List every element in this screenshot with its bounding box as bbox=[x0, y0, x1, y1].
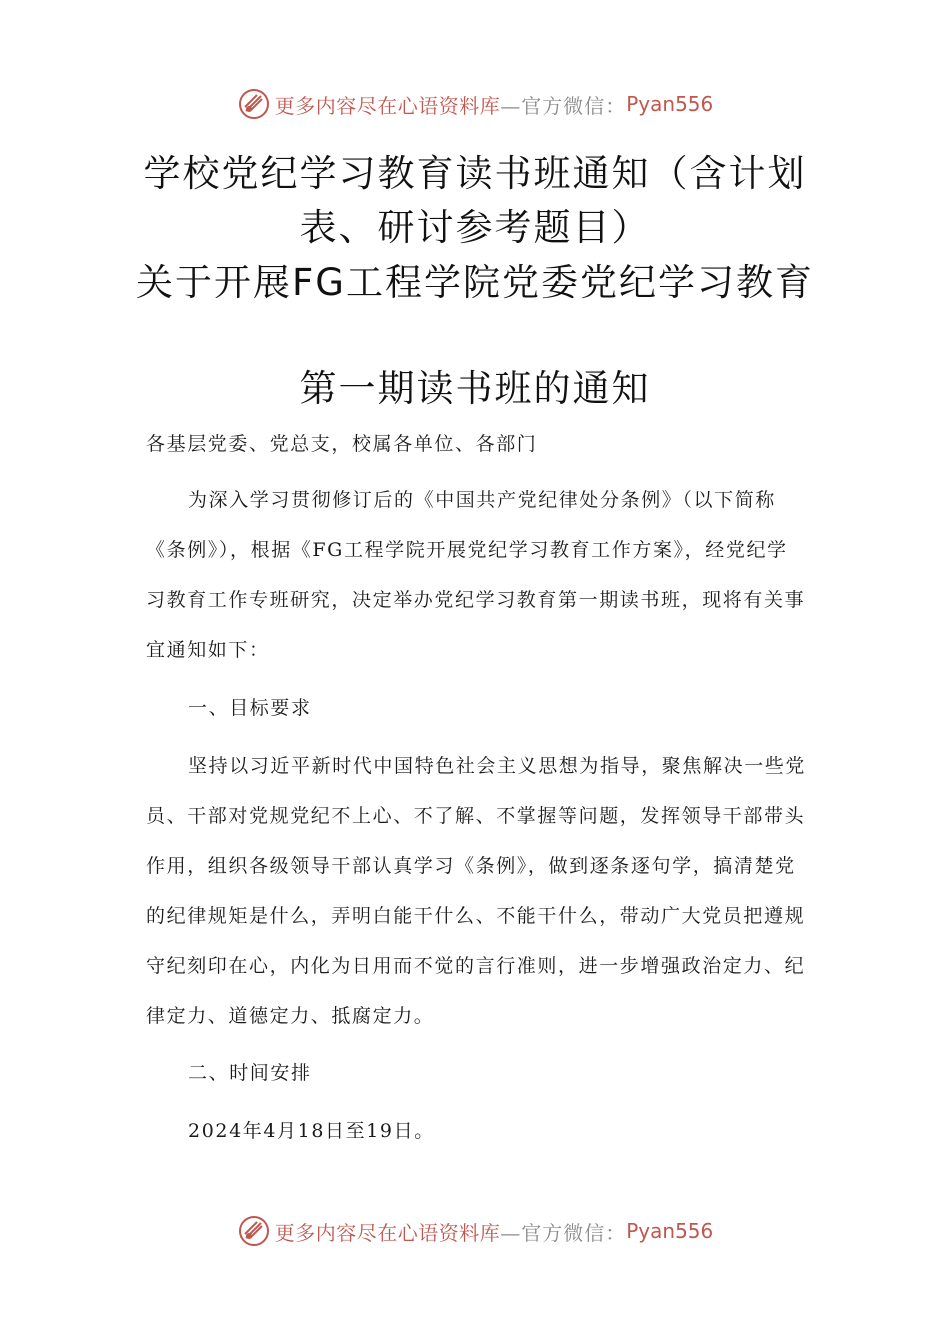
section-body-schedule: 2024年4月18日至19日。 bbox=[188, 1120, 435, 1142]
watermark-separator: —官方微信： bbox=[500, 1220, 627, 1245]
watermark-banner-bottom bbox=[0, 1211, 950, 1251]
addressee: 各基层党委、党总支，校属各单位、各部门 bbox=[146, 433, 538, 455]
intro-paragraph: 为深入学习贯彻修订后的《中国共产党纪律处分条例》（以下简称《条例》），根据《FG工程学院开展党纪学习教育工作方案》，经党纪学习教育工作专班研究，决定举办党纪学习教育第一期读书班，现将有关事宜通知如下： bbox=[146, 489, 806, 661]
watermark-banner-top bbox=[0, 84, 950, 124]
section-heading-goals: 一、目标要求 bbox=[188, 697, 312, 719]
document-subtitle: 关于开展FG工程学院党委党纪学习教育 bbox=[136, 261, 814, 304]
section-heading-schedule: 二、时间安排 bbox=[188, 1062, 312, 1084]
watermark-separator: —官方微信： bbox=[500, 93, 627, 118]
document-title: 学校党纪学习教育读书班通知（含计划表、研讨参考题目） bbox=[143, 152, 807, 249]
watermark-wechat-id: Pyan556 bbox=[626, 92, 714, 116]
watermark-logo-icon bbox=[237, 1214, 271, 1248]
document-subtitle-line2: 第一期读书班的通知 bbox=[299, 367, 651, 410]
watermark-logo-icon bbox=[237, 87, 271, 121]
section-body-goals: 坚持以习近平新时代中国特色社会主义思想为指导，聚焦解决一些党员、干部对党规党纪不上心、不了解、不掌握等问题，发挥领导干部带头作用，组织各级领导干部认真学习《条例》，做到逐条逐句学，搞清楚党的纪律规矩是什么，弄明白能干什么、不能干什么，带动广大党员把遵规守纪刻印在心，内化为日用而不觉的言行准则，进一步增强政治定力、纪律定力、道德定力、抵腐定力。 bbox=[146, 755, 807, 1027]
watermark-wechat-id: Pyan556 bbox=[626, 1219, 714, 1243]
watermark-text: 更多内容尽在心语资料库 bbox=[274, 93, 501, 118]
watermark-text: 更多内容尽在心语资料库 bbox=[274, 1220, 501, 1245]
